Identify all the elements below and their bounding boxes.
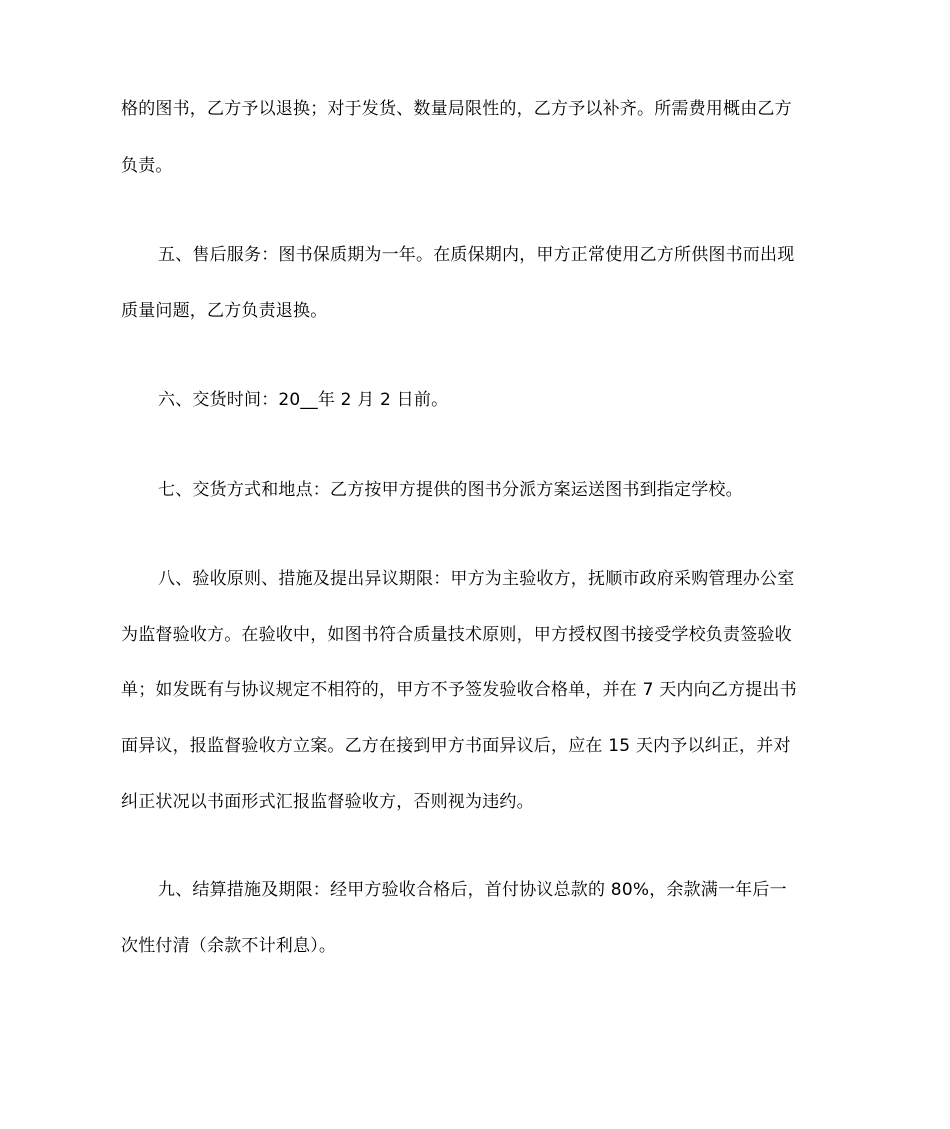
section-9-line-2: 次性付清（余款不计利息）。 [121, 936, 337, 956]
section-8-line-5: 纠正状况以书面形式汇报监督验收方，否则视为违约。 [121, 792, 534, 812]
paragraph-continuation-line-1: 格的图书，乙方予以退换；对于发货、数量局限性的，乙方予以补齐。所需费用概由乙方 [121, 99, 792, 119]
paragraph-continuation-line-2: 负责。 [121, 156, 173, 176]
section-9-line-1: 九、结算措施及期限：经甲方验收合格后，首付协议总款的 80%，余款满一年后一 [158, 880, 787, 900]
section-5-line-2: 质量问题，乙方负责退换。 [121, 301, 328, 321]
section-8-line-3: 单；如发既有与协议规定不相符的，甲方不予签发验收合格单，并在 7 天内向乙方提出书 [121, 680, 797, 700]
section-8-line-1: 八、验收原则、措施及提出异议期限：甲方为主验收方，抚顺市政府采购管理办公室 [158, 569, 795, 589]
section-7-line-1: 七、交货方式和地点：乙方按甲方提供的图书分派方案运送图书到指定学校。 [158, 480, 743, 500]
section-6-line-1: 六、交货时间：20__年 2 月 2 日前。 [158, 390, 449, 410]
section-8-line-2: 为监督验收方。在验收中，如图书符合质量技术原则，甲方授权图书接受学校负责签验收 [121, 625, 792, 645]
section-8-line-4: 面异议，报监督验收方立案。乙方在接到甲方书面异议后，应在 15 天内予以纠正，并对 [121, 736, 791, 756]
section-5-line-1: 五、售后服务：图书保质期为一年。在质保期内，甲方正常使用乙方所供图书而出现 [158, 245, 795, 265]
